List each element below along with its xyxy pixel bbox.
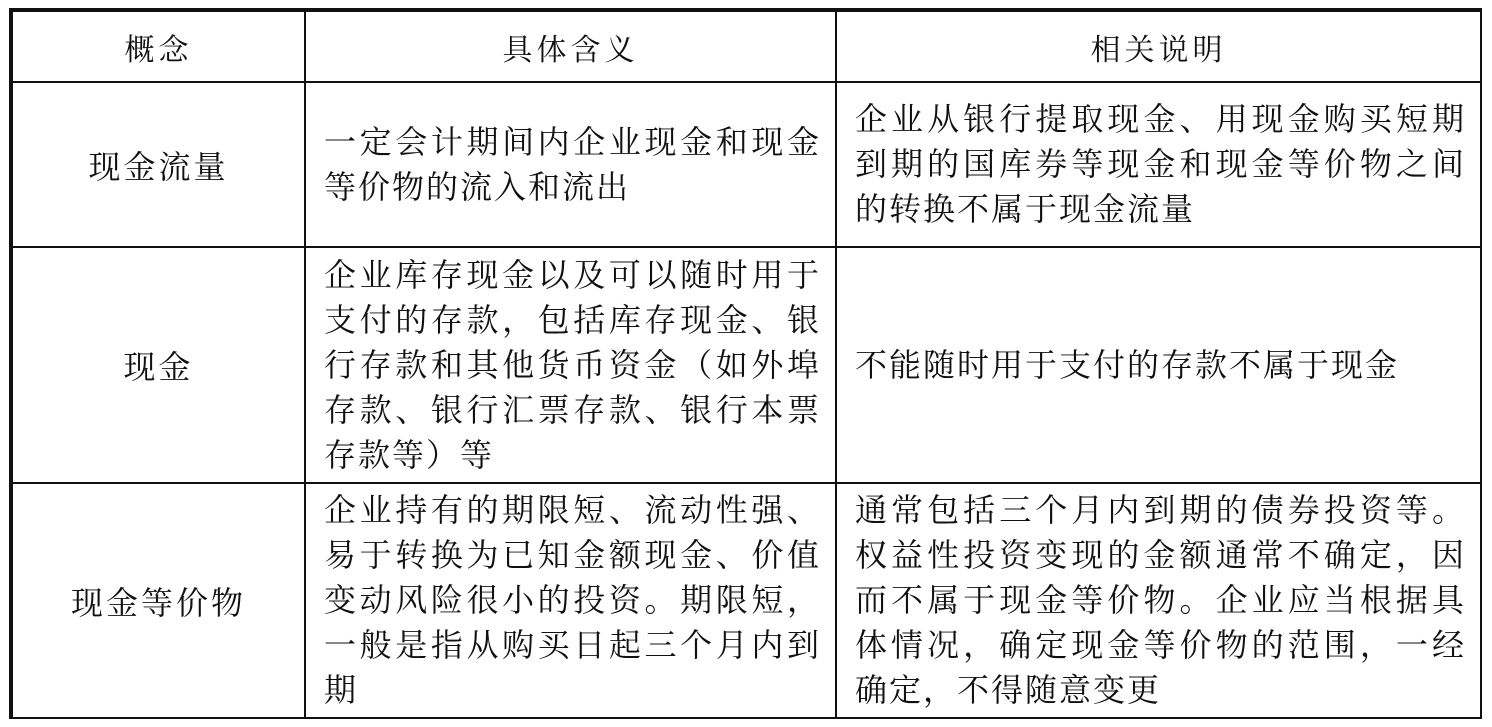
row-note: 企业从银行提取现金、用现金购买短期到期的国库券等现金和现金等价物之间的转换不属于现金流量 (836, 82, 1481, 247)
table-row (12, 247, 1481, 483)
row-concept: 现金等价物 (12, 483, 305, 718)
row-concept: 现金 (12, 247, 305, 483)
table-row (12, 483, 1481, 718)
row-note: 不能随时用于支付的存款不属于现金 (836, 247, 1481, 483)
header-row (12, 11, 1481, 82)
concept-table (11, 10, 1482, 719)
row-meaning: 企业库存现金以及可以随时用于支付的存款，包括库存现金、银行存款和其他货币资金（如外埠存款、银行汇票存款、银行本票存款等）等 (305, 247, 836, 483)
header-note: 相关说明 (836, 11, 1481, 82)
table-row (12, 82, 1481, 247)
header-concept: 概念 (12, 11, 305, 82)
row-meaning: 一定会计期间内企业现金和现金等价物的流入和流出 (305, 82, 836, 247)
row-note: 通常包括三个月内到期的债券投资等。权益性投资变现的金额通常不确定，因而不属于现金等价物。企业应当根据具体情况，确定现金等价物的范围，一经确定，不得随意变更 (836, 483, 1481, 718)
row-meaning: 企业持有的期限短、流动性强、易于转换为已知金额现金、价值变动风险很小的投资。期限短，一般是指从购买日起三个月内到期 (305, 483, 836, 718)
header-meaning: 具体含义 (305, 11, 836, 82)
row-concept: 现金流量 (12, 82, 305, 247)
